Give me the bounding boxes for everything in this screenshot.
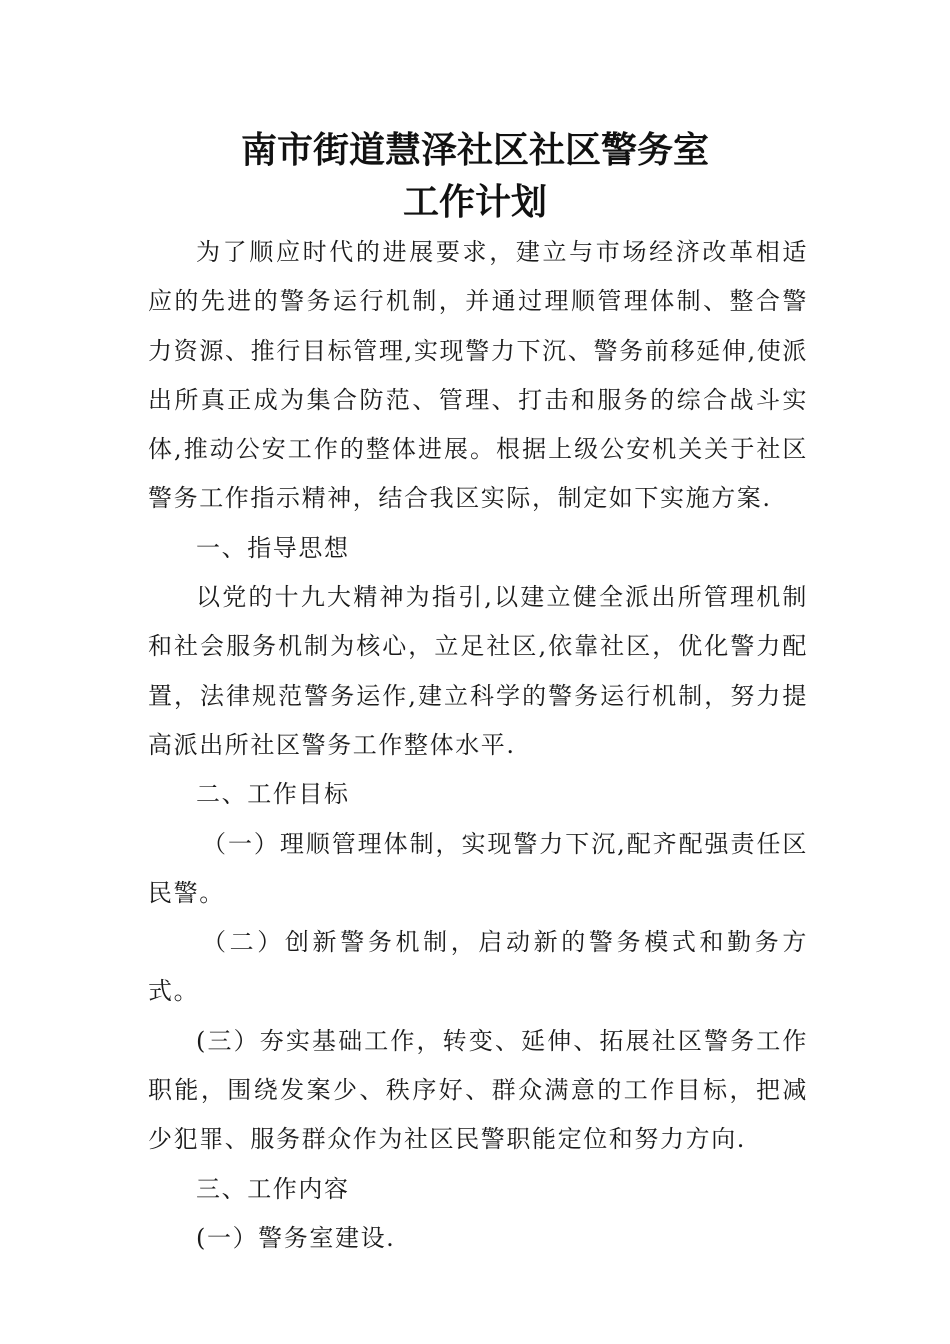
section-heading-work-goals: 二、工作目标	[196, 780, 350, 809]
section-heading-work-content: 三、工作内容	[196, 1174, 350, 1203]
paragraph-intro: 为了顺应时代的进展要求，建立与市场经济改革相适应的先进的警务运行机制，并通过理顺管理体制、整合警力资源、推行目标管理,实现警力下沉、警务前移延伸,使派出所真正成为集合防范、管理、打击和服务的综合战斗实体,推动公安工作的整体进展。根据上级公安机关关于社区警务工作指示精神，结合我区实际，制定如下实施方案.	[148, 238, 808, 513]
paragraph-goal-1: （一）理顺管理体制，实现警力下沉,配齐配强责任区民警。	[148, 829, 808, 907]
paragraph-goal-3: (三）夯实基础工作，转变、延伸、拓展社区警务工作职能，围绕发案少、秩序好、群众满意的工作目标，把减少犯罪、服务群众作为社区民警职能定位和努力方向.	[148, 1026, 808, 1154]
paragraph-guiding-thought: 以党的十九大精神为指引,以建立健全派出所管理机制和社会服务机制为核心，立足社区,依靠社区，优化警力配置，法律规范警务运作,建立科学的警务运行机制，努力提高派出所社区警务工作整体水平.	[148, 583, 808, 759]
section-heading-guiding-thought: 一、指导思想	[196, 533, 350, 562]
document-body	[148, 228, 808, 1263]
paragraph-content-1: (一）警务室建设.	[196, 1223, 396, 1252]
paragraph-goal-2: （二）创新警务机制，启动新的警务模式和勤务方式。	[148, 928, 808, 1006]
document-title-line-2: 工作计划	[402, 182, 547, 223]
document-title-line-1: 南市街道慧泽社区社区警务室	[240, 130, 709, 171]
